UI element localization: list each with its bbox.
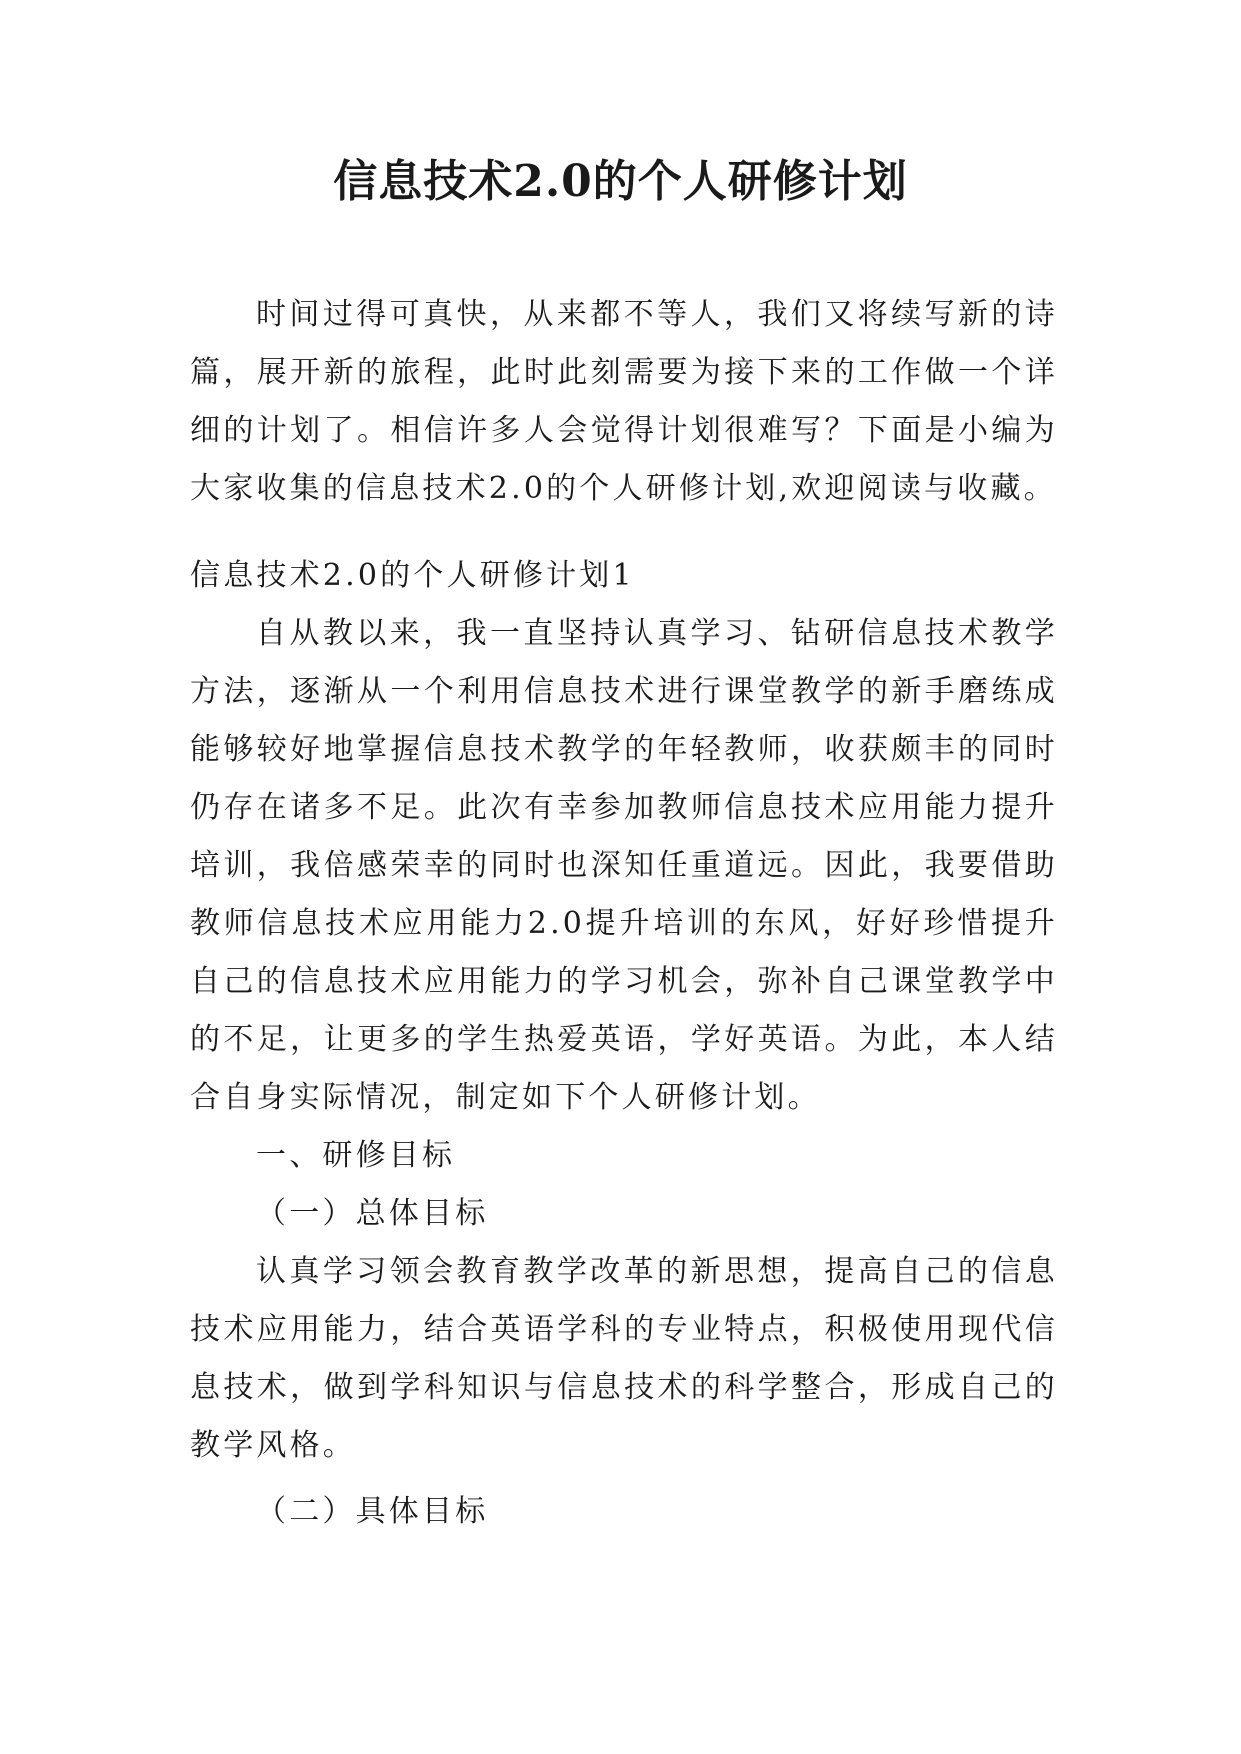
- document-title: 信息技术2.0的个人研修计划: [333, 156, 908, 207]
- heading-research-goals: 一、研修目标: [256, 1138, 456, 1173]
- body-paragraph-1: 自从教以来，我一直坚持认真学习、钻研信息技术教学方法，逐渐从一个利用信息技术进行课堂教学的新手磨练成能够较好地掌握信息技术教学的年轻教师，收获颇丰的同时仍存在诸多不足。此次有幸参加教师信息技术应用能力提升培训，我倍感荣幸的同时也深知任重道远。因此，我要借助教师信息技术应用能力2.0提升培训的东风，好好珍惜提升自己的信息技术应用能力的学习机会，弥补自己课堂教学中的不足，让更多的学生热爱英语，学好英语。为此，本人结合自身实际情况，制定如下个人研修计划。: [190, 616, 1058, 1115]
- heading-specific-goals: （二）具体目标: [256, 1494, 489, 1529]
- document-body: [190, 286, 1058, 1541]
- body-paragraph-2: 认真学习领会教育教学改革的新思想，提高自己的信息技术应用能力，结合英语学科的专业特点，积极使用现代信息技术，做到学科知识与信息技术的科学整合，形成自己的教学风格。: [190, 1254, 1058, 1463]
- intro-paragraph: 时间过得可真快，从来都不等人，我们又将续写新的诗篇，展开新的旅程，此时此刻需要为接下来的工作做一个详细的计划了。相信许多人会觉得计划很难写？下面是小编为大家收集的信息技术2.0的个人研修计划,欢迎阅读与收藏。: [190, 297, 1058, 506]
- section-title: 信息技术2.0的个人研修计划1: [190, 558, 635, 593]
- heading-overall-goal: （一）总体目标: [256, 1196, 489, 1231]
